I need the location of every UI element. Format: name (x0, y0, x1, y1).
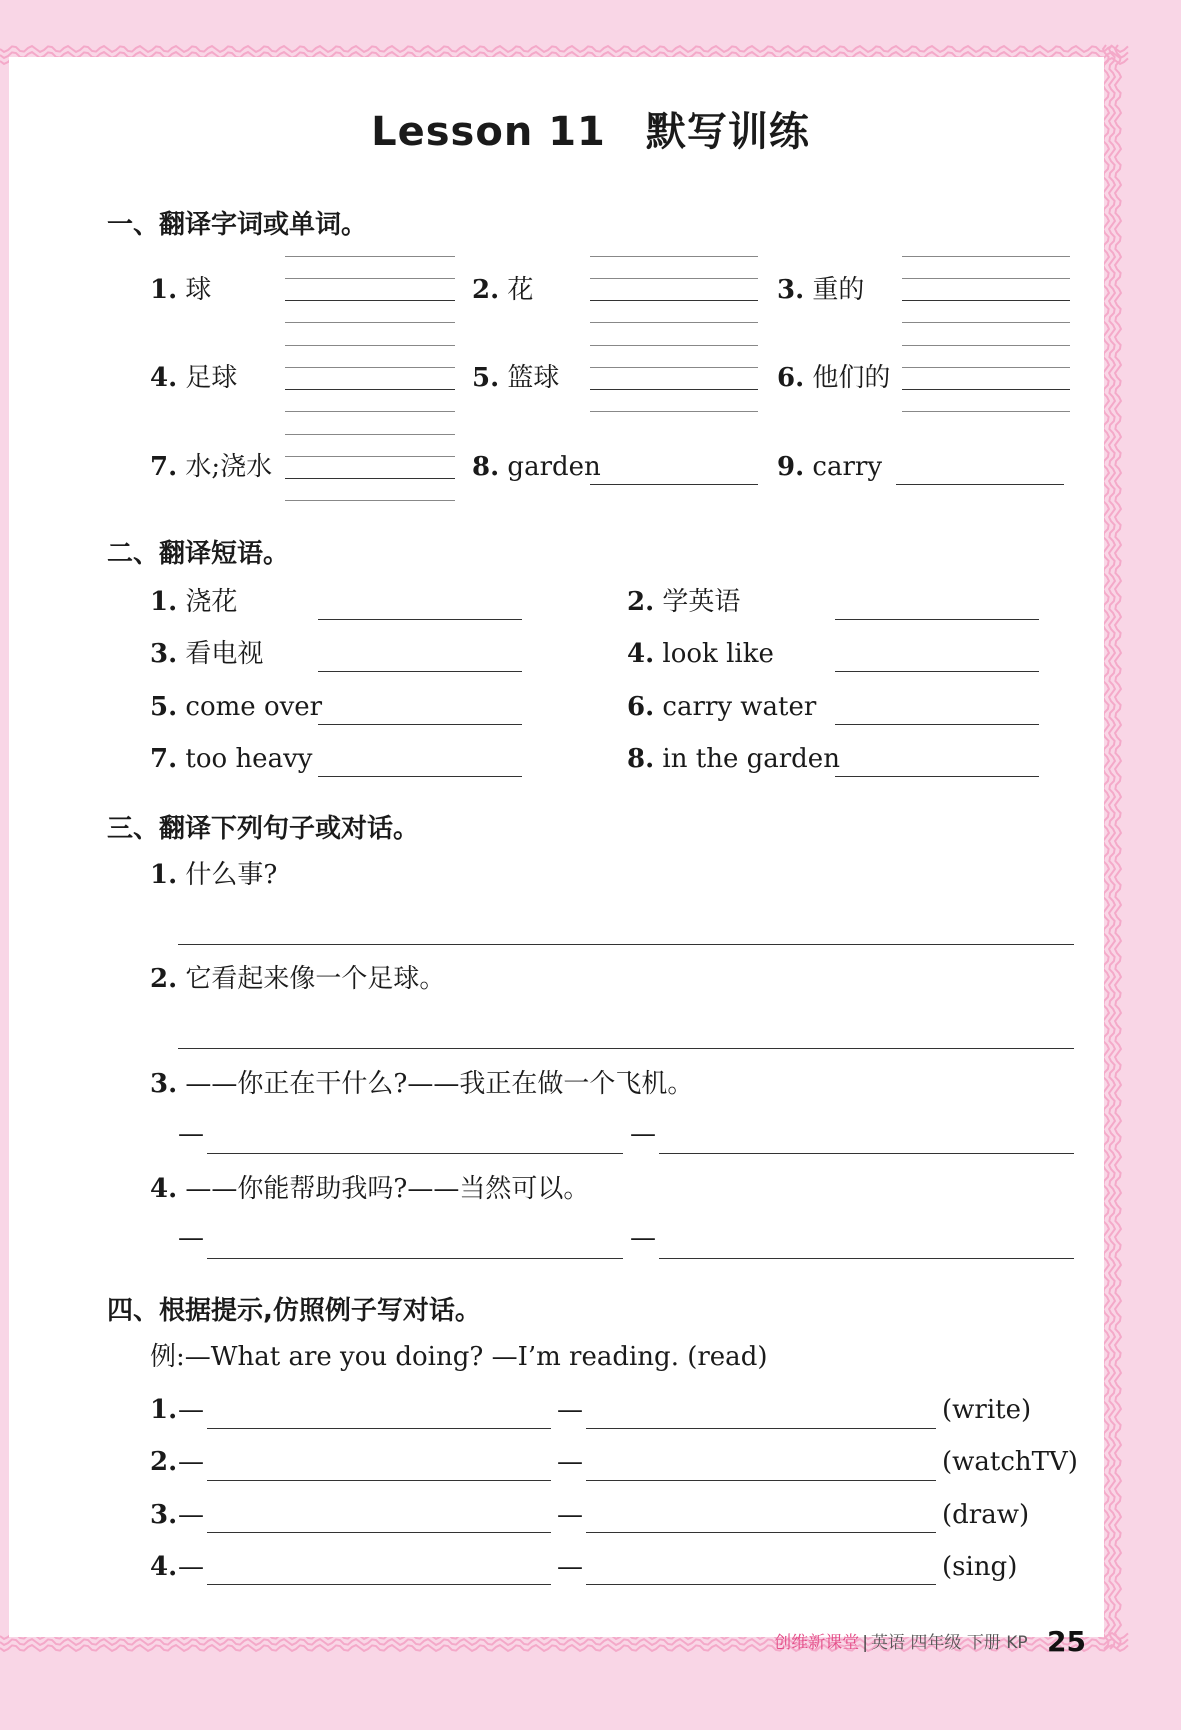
s2-item-2-num: 2. (627, 587, 655, 617)
s2-item-4-text: look like (662, 639, 774, 669)
s2-answer-line-4[interactable] (835, 671, 1039, 672)
s4-item-1-number: 1. (150, 1395, 178, 1425)
s3-item-1 (150, 860, 277, 890)
s4-answer-line-2b[interactable] (586, 1480, 936, 1481)
s4-item-4-dash-b: — (557, 1552, 583, 1582)
s4-answer-line-1b[interactable] (586, 1428, 936, 1429)
s4-item-2-dash-b: — (557, 1447, 583, 1477)
s4-answer-line-4b[interactable] (586, 1584, 936, 1585)
s2-item-3 (150, 639, 263, 669)
s3-answer-line-3a[interactable] (207, 1153, 623, 1154)
s2-item-6 (627, 692, 816, 722)
s4-answer-line-3a[interactable] (207, 1532, 551, 1533)
s2-answer-line-1[interactable] (318, 619, 522, 620)
s1-item-7-text: 水;浇水 (185, 452, 273, 482)
s4-item-2-dash-a: — (178, 1447, 204, 1477)
section-1-heading: 一、翻译字词或单词。 (107, 210, 368, 240)
s4-item-3-dash-b: — (557, 1500, 583, 1530)
s3-item-2-text: 它看起来像一个足球。 (185, 964, 446, 994)
s4-item-4-num (150, 1552, 177, 1582)
s4-item-1-num (150, 1395, 177, 1425)
s1-item-6 (777, 363, 890, 393)
title-chinese: 默写训练 (645, 109, 810, 155)
s3-answer-line-2[interactable] (178, 1048, 1074, 1049)
s4-item-4-dash-a: — (178, 1552, 204, 1582)
s1-item-3-text: 重的 (812, 275, 865, 305)
s2-item-5-num: 5. (150, 692, 178, 722)
s3-item-4 (150, 1174, 589, 1204)
section-2-heading: 二、翻译短语。 (107, 539, 290, 569)
s4-item-2-hint: (watchTV) (942, 1447, 1078, 1477)
s4-answer-line-3b[interactable] (586, 1532, 936, 1533)
s1-item-3-num: 3. (777, 275, 805, 305)
page-title (0, 100, 1181, 157)
s2-item-2 (627, 587, 740, 617)
s4-item-1-dash-a: — (178, 1395, 204, 1425)
s1-item-8-text: garden (507, 452, 601, 482)
page-footer (774, 1625, 1086, 1658)
s1-item-5-num: 5. (472, 363, 500, 393)
s4-item-3-num (150, 1500, 177, 1530)
s4-item-3-number: 3. (150, 1500, 178, 1530)
s3-item-3-num: 3. (150, 1069, 178, 1099)
s3-item-4-dash-b: — (630, 1223, 656, 1253)
s2-item-6-text: carry water (662, 692, 817, 722)
s1-item-1 (150, 275, 211, 305)
s2-item-3-text: 看电视 (185, 639, 264, 669)
s3-item-4-text: ——你能帮助我吗?——当然可以。 (185, 1174, 590, 1204)
s2-item-2-text: 学英语 (662, 587, 741, 617)
s2-item-8-num: 8. (627, 744, 655, 774)
s2-answer-line-6[interactable] (835, 724, 1039, 725)
s2-answer-line-2[interactable] (835, 619, 1039, 620)
s3-item-4-num: 4. (150, 1174, 178, 1204)
footer-separator: | (862, 1633, 868, 1653)
footer-subject: 英语 (871, 1633, 905, 1653)
s4-item-4-hint: (sing) (942, 1552, 1018, 1582)
s1-item-8 (472, 452, 601, 482)
s3-item-3 (150, 1069, 693, 1099)
s2-item-5-text: come over (185, 692, 323, 722)
s1-item-5 (472, 363, 559, 393)
s1-item-3 (777, 275, 864, 305)
s4-answer-line-2a[interactable] (207, 1480, 551, 1481)
s3-answer-line-1[interactable] (178, 944, 1074, 945)
s4-item-2-number: 2. (150, 1447, 178, 1477)
footer-edition: KP (1006, 1633, 1028, 1653)
s3-answer-line-4b[interactable] (659, 1258, 1074, 1259)
s2-item-4 (627, 639, 774, 669)
s1-item-2-num: 2. (472, 275, 500, 305)
s1-item-1-text: 球 (185, 275, 212, 305)
page-number: 25 (1047, 1625, 1086, 1658)
s1-item-6-num: 6. (777, 363, 805, 393)
s2-item-8-text: in the garden (662, 744, 840, 774)
s3-answer-line-4a[interactable] (207, 1258, 623, 1259)
s1-item-6-text: 他们的 (812, 363, 891, 393)
section-3-heading: 三、翻译下列句子或对话。 (107, 814, 420, 844)
s2-item-7-text: too heavy (185, 744, 313, 774)
s1-answer-line-9[interactable] (896, 484, 1064, 485)
s3-item-3-dash-b: — (630, 1119, 656, 1149)
s3-item-2-num: 2. (150, 964, 178, 994)
s2-item-1-text: 浇花 (185, 587, 238, 617)
s1-item-2 (472, 275, 533, 305)
footer-brand: 创维新课堂 (774, 1633, 860, 1653)
s2-item-1-num: 1. (150, 587, 178, 617)
s2-item-6-num: 6. (627, 692, 655, 722)
s1-item-5-text: 篮球 (507, 363, 560, 393)
s1-item-1-num: 1. (150, 275, 178, 305)
s1-item-2-text: 花 (507, 275, 534, 305)
s2-answer-line-7[interactable] (318, 776, 522, 777)
s1-item-9-num: 9. (777, 452, 805, 482)
s4-item-1-dash-b: — (557, 1395, 583, 1425)
footer-grade: 四年级 (910, 1633, 962, 1653)
s3-item-3-dash-a: — (178, 1119, 204, 1149)
s3-item-4-dash-a: — (178, 1223, 204, 1253)
s1-item-7 (150, 452, 272, 482)
s2-answer-line-5[interactable] (318, 724, 522, 725)
s1-item-4-num: 4. (150, 363, 178, 393)
s4-answer-line-4a[interactable] (207, 1584, 551, 1585)
title-lesson: Lesson 11 (371, 109, 606, 155)
s1-item-9-text: carry (812, 452, 883, 482)
s2-item-5 (150, 692, 322, 722)
s2-item-1 (150, 587, 237, 617)
s1-item-9 (777, 452, 882, 482)
s1-item-4-text: 足球 (185, 363, 238, 393)
s4-item-1-hint: (write) (942, 1395, 1032, 1425)
s3-item-3-text: ——你正在干什么?——我正在做一个飞机。 (185, 1069, 694, 1099)
s4-item-3-hint: (draw) (942, 1500, 1030, 1530)
s3-answer-line-3b[interactable] (659, 1153, 1074, 1154)
s2-answer-line-8[interactable] (835, 776, 1039, 777)
s1-answer-line-8[interactable] (590, 484, 758, 485)
s4-item-3-dash-a: — (178, 1500, 204, 1530)
footer-volume: 下册 (966, 1633, 1001, 1653)
s2-item-4-num: 4. (627, 639, 655, 669)
s1-item-4 (150, 363, 237, 393)
s2-answer-line-3[interactable] (318, 671, 522, 672)
s3-item-1-num: 1. (150, 860, 178, 890)
s2-item-3-num: 3. (150, 639, 178, 669)
s2-item-7-num: 7. (150, 744, 178, 774)
s4-item-4-number: 4. (150, 1552, 178, 1582)
section-4-heading: 四、根据提示,仿照例子写对话。 (107, 1296, 481, 1326)
s3-item-1-text: 什么事? (185, 860, 278, 890)
s1-item-7-num: 7. (150, 452, 178, 482)
s3-item-2 (150, 964, 445, 994)
s2-item-7 (150, 744, 312, 774)
s1-item-8-num: 8. (472, 452, 500, 482)
s4-answer-line-1a[interactable] (207, 1428, 551, 1429)
s4-item-2-num (150, 1447, 177, 1477)
s2-item-8 (627, 744, 840, 774)
s4-example: 例:—What are you doing? —I’m reading. (read) (150, 1342, 768, 1372)
